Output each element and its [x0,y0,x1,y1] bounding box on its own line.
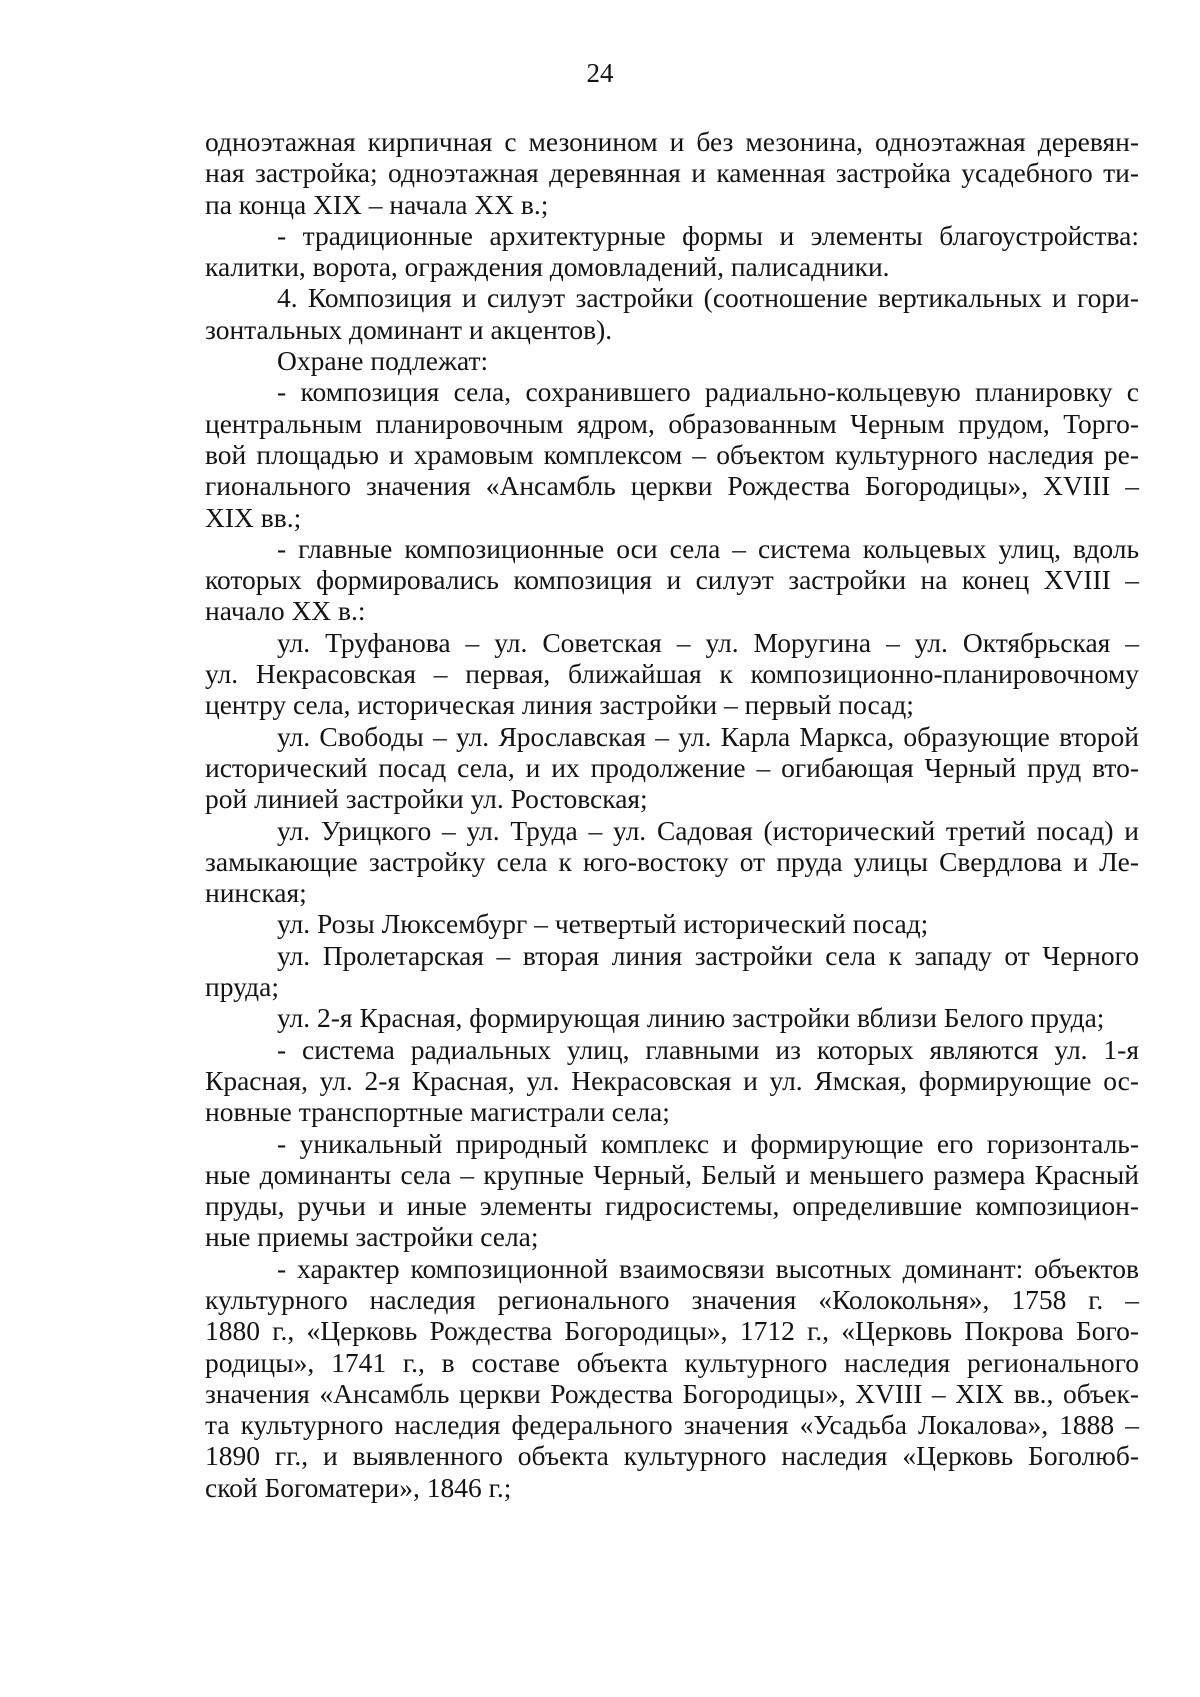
paragraph [205,1253,1139,1503]
paragraph [205,940,1139,1003]
paragraph [205,815,1139,909]
text-line: пруда; [205,971,279,1003]
text-line: калитки, ворота, ограждения домовладений, палисадники. [205,251,890,283]
text-line: 1880 г., «Церковь Рождества Богородицы», 1712 г., «Церковь Покрова Бого- [205,1315,1139,1347]
text-line: новные транспортные магистрали села; [205,1096,670,1128]
text-line: - композиция села, сохранившего радиально-кольцевую планировку с [277,376,1139,408]
text-line: ской Богоматери», 1846 г.; [205,1471,512,1503]
text-line: ная застройка; одноэтажная деревянная и каменная застройка усадебного ти- [205,157,1139,189]
text-line: ул. Свободы – ул. Ярославская – ул. Карла Маркса, образующие второй [277,720,1139,752]
text-line: - характер композиционной взаимосвязи высотных доминант: объектов [277,1252,1139,1284]
text-line: вой площадью и храмовым комплексом – объектом культурного наследия ре- [205,438,1139,470]
paragraph [205,1034,1139,1128]
text-line: нинская; [205,877,307,909]
text-line: ул. 2-я Красная, формирующая линию застройки вблизи Белого пруда; [277,1002,1105,1034]
text-line: родицы», 1741 г., в составе объекта культурного наследия регионального [205,1346,1139,1378]
paragraph [205,1128,1139,1253]
text-line: та культурного наследия федерального значения «Усадьба Локалова», 1888 – [205,1409,1139,1441]
page-number: 24 [586,58,614,88]
text-line: ул. Некрасовская – первая, ближайшая к композиционно-планировочному [205,658,1139,690]
text-line: ул. Розы Люксембург – четвертый исторический посад; [277,908,929,940]
text-line: замыкающие застройку села к юго-востоку от пруда улицы Свердлова и Ле- [205,845,1139,877]
text-line: центру села, историческая линия застройки – первый посад; [205,689,914,721]
text-line: ул. Урицкого – ул. Труда – ул. Садовая (исторический третий посад) и [277,814,1139,846]
paragraph [205,908,1139,939]
paragraph [205,627,1139,721]
text-line: начало XX в.: [205,595,366,627]
paragraph [205,376,1139,532]
paragraph [205,220,1139,283]
paragraph [205,282,1139,345]
text-line: - главные композиционные оси села – система кольцевых улиц, вдоль [277,532,1139,564]
text-line: зонтальных доминант и акцентов). [205,313,613,345]
paragraph [205,533,1139,627]
text-line: культурного наследия регионального значения «Колокольня», 1758 г. – [205,1283,1139,1315]
paragraph [205,721,1139,815]
text-line: - уникальный природный комплекс и формирующие его горизонталь- [277,1127,1139,1159]
text-line: 4. Композиция и силуэт застройки (соотношение вертикальных и гори- [277,282,1139,314]
text-line: рой линией застройки ул. Ростовская; [205,783,648,815]
text-line: пруды, ручьи и иные элементы гидросистемы, определившие композицион- [205,1190,1139,1222]
paragraph [205,1002,1139,1033]
text-line: - традиционные архитектурные формы и элементы благоустройства: [277,219,1139,251]
text-line: гионального значения «Ансамбль церкви Рождества Богородицы», XVIII – [205,470,1139,502]
text-line: значения «Ансамбль церкви Рождества Богородицы», XVIII – XIX вв., объек- [205,1377,1139,1409]
paragraph [205,126,1139,220]
text-line: центральным планировочным ядром, образованным Черным прудом, Торго- [205,407,1139,439]
text-line: Красная, ул. 2-я Красная, ул. Некрасовская и ул. Ямская, формирующие ос- [205,1064,1139,1096]
text-line: ные приемы застройки села; [205,1221,539,1253]
text-line: ул. Труфанова – ул. Советская – ул. Моругина – ул. Октябрьская – [277,626,1139,658]
text-line: па конца XIX – начала XX в.; [205,188,549,220]
paragraph [205,345,1139,376]
text-line: которых формировались композиция и силуэт застройки на конец XVIII – [205,564,1139,596]
text-line: исторический посад села, и их продолжение – огибающая Черный пруд вто- [205,751,1139,783]
text-line: одноэтажная кирпичная с мезонином и без мезонина, одноэтажная деревян- [205,126,1139,157]
text-line: ные доминанты села – крупные Черный, Белый и меньшего размера Красный [205,1158,1139,1190]
text-line: Охране подлежат: [277,345,489,377]
text-line: ул. Пролетарская – вторая линия застройки села к западу от Черного [277,939,1139,971]
text-line: - система радиальных улиц, главными из которых являются ул. 1-я [277,1033,1139,1065]
text-line: XIX вв.; [205,501,302,533]
document-body [205,126,1139,1503]
text-line: 1890 гг., и выявленного объекта культурного наследия «Церковь Боголюб- [205,1440,1139,1472]
